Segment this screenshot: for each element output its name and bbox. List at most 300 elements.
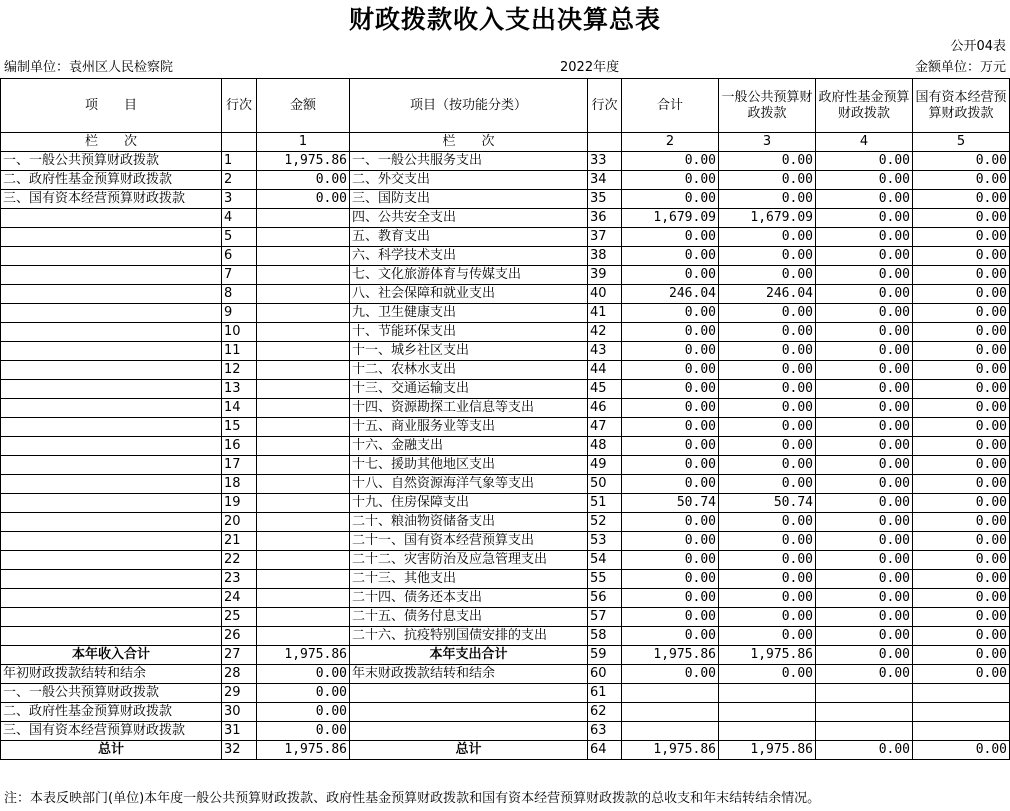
row-fund: 0.00 bbox=[816, 608, 913, 627]
row-amount: 0.00 bbox=[257, 722, 350, 741]
row-exp-line: 62 bbox=[588, 703, 622, 722]
row-fund: 0.00 bbox=[816, 475, 913, 494]
row-line: 23 bbox=[222, 570, 257, 589]
table-row bbox=[1, 437, 1010, 456]
row-general: 0.00 bbox=[719, 380, 816, 399]
row-item bbox=[1, 456, 222, 475]
row-exp-item: 总计 bbox=[350, 741, 588, 760]
row-line: 13 bbox=[222, 380, 257, 399]
row-item bbox=[1, 608, 222, 627]
row-fund: 0.00 bbox=[816, 532, 913, 551]
row-state: 0.00 bbox=[913, 456, 1010, 475]
row-general: 0.00 bbox=[719, 342, 816, 361]
row-state: 0.00 bbox=[913, 475, 1010, 494]
row-item bbox=[1, 418, 222, 437]
header-exp-item: 项目（按功能分类） bbox=[350, 79, 588, 133]
row-general: 0.00 bbox=[719, 418, 816, 437]
row-item bbox=[1, 304, 222, 323]
row-general: 0.00 bbox=[719, 532, 816, 551]
row-fund: 0.00 bbox=[816, 494, 913, 513]
row-item: 总计 bbox=[1, 741, 222, 760]
row-exp-line: 53 bbox=[588, 532, 622, 551]
row-exp-line: 63 bbox=[588, 722, 622, 741]
colnum-lan: 栏 次 bbox=[1, 133, 222, 152]
row-fund: 0.00 bbox=[816, 513, 913, 532]
row-exp-line: 49 bbox=[588, 456, 622, 475]
row-item bbox=[1, 247, 222, 266]
row-exp-item: 一、一般公共服务支出 bbox=[350, 152, 588, 171]
row-item bbox=[1, 399, 222, 418]
row-item: 本年收入合计 bbox=[1, 646, 222, 665]
row-exp-item: 九、卫生健康支出 bbox=[350, 304, 588, 323]
table-row bbox=[1, 266, 1010, 285]
row-amount bbox=[257, 247, 350, 266]
row-general: 0.00 bbox=[719, 608, 816, 627]
row-general: 0.00 bbox=[719, 456, 816, 475]
colnum-3: 3 bbox=[719, 133, 816, 152]
row-amount bbox=[257, 475, 350, 494]
row-fund: 0.00 bbox=[816, 437, 913, 456]
row-general: 0.00 bbox=[719, 323, 816, 342]
row-state: 0.00 bbox=[913, 646, 1010, 665]
row-item bbox=[1, 570, 222, 589]
row-fund: 0.00 bbox=[816, 152, 913, 171]
row-line: 16 bbox=[222, 437, 257, 456]
row-total bbox=[622, 684, 719, 703]
row-fund bbox=[816, 684, 913, 703]
header-total: 合计 bbox=[622, 79, 719, 133]
row-general: 0.00 bbox=[719, 551, 816, 570]
header-fund: 政府性基金预算财政拨款 bbox=[816, 79, 913, 133]
table-row bbox=[1, 399, 1010, 418]
row-line: 14 bbox=[222, 399, 257, 418]
row-amount bbox=[257, 361, 350, 380]
row-amount bbox=[257, 266, 350, 285]
row-amount bbox=[257, 513, 350, 532]
row-general: 0.00 bbox=[719, 570, 816, 589]
row-total: 0.00 bbox=[622, 570, 719, 589]
row-total: 0.00 bbox=[622, 456, 719, 475]
row-item bbox=[1, 627, 222, 646]
row-exp-line: 54 bbox=[588, 551, 622, 570]
row-item: 二、政府性基金预算财政拨款 bbox=[1, 171, 222, 190]
row-item: 一、一般公共预算财政拨款 bbox=[1, 152, 222, 171]
row-state: 0.00 bbox=[913, 741, 1010, 760]
row-exp-line: 64 bbox=[588, 741, 622, 760]
row-exp-item: 二十五、债务付息支出 bbox=[350, 608, 588, 627]
row-total: 0.00 bbox=[622, 513, 719, 532]
row-fund: 0.00 bbox=[816, 361, 913, 380]
row-general: 1,975.86 bbox=[719, 741, 816, 760]
row-item bbox=[1, 209, 222, 228]
row-item: 三、国有资本经营预算财政拨款 bbox=[1, 722, 222, 741]
table-row bbox=[1, 589, 1010, 608]
table-row bbox=[1, 361, 1010, 380]
row-fund bbox=[816, 722, 913, 741]
table-row bbox=[1, 722, 1010, 741]
row-amount: 1,975.86 bbox=[257, 646, 350, 665]
row-amount bbox=[257, 304, 350, 323]
row-exp-line: 59 bbox=[588, 646, 622, 665]
row-state: 0.00 bbox=[913, 285, 1010, 304]
row-item bbox=[1, 551, 222, 570]
budget-table bbox=[0, 78, 1010, 760]
row-total: 0.00 bbox=[622, 323, 719, 342]
row-line: 20 bbox=[222, 513, 257, 532]
row-fund: 0.00 bbox=[816, 304, 913, 323]
row-exp-item bbox=[350, 703, 588, 722]
row-total: 0.00 bbox=[622, 532, 719, 551]
table-row bbox=[1, 418, 1010, 437]
header-item: 项 目 bbox=[1, 79, 222, 133]
row-amount: 1,975.86 bbox=[257, 741, 350, 760]
table-row bbox=[1, 323, 1010, 342]
row-general: 0.00 bbox=[719, 361, 816, 380]
table-row bbox=[1, 285, 1010, 304]
row-total: 0.00 bbox=[622, 342, 719, 361]
row-general: 0.00 bbox=[719, 171, 816, 190]
report-title: 财政拨款收入支出决算总表 bbox=[348, 5, 661, 34]
row-item bbox=[1, 513, 222, 532]
table-row bbox=[1, 570, 1010, 589]
table-row bbox=[1, 741, 1010, 760]
table-row bbox=[1, 646, 1010, 665]
row-amount bbox=[257, 323, 350, 342]
row-item bbox=[1, 285, 222, 304]
row-exp-item: 年末财政拨款结转和结余 bbox=[350, 665, 588, 684]
row-exp-item: 二、外交支出 bbox=[350, 171, 588, 190]
row-state bbox=[913, 722, 1010, 741]
row-item: 一、一般公共预算财政拨款 bbox=[1, 684, 222, 703]
row-amount bbox=[257, 589, 350, 608]
row-line: 1 bbox=[222, 152, 257, 171]
row-state: 0.00 bbox=[913, 209, 1010, 228]
row-exp-line: 42 bbox=[588, 323, 622, 342]
row-line: 17 bbox=[222, 456, 257, 475]
column-number-row bbox=[1, 133, 1010, 152]
row-exp-item: 十五、商业服务业等支出 bbox=[350, 418, 588, 437]
row-state: 0.00 bbox=[913, 665, 1010, 684]
row-general: 0.00 bbox=[719, 152, 816, 171]
row-fund: 0.00 bbox=[816, 247, 913, 266]
row-line: 19 bbox=[222, 494, 257, 513]
row-general bbox=[719, 684, 816, 703]
table-row bbox=[1, 551, 1010, 570]
row-amount: 0.00 bbox=[257, 190, 350, 209]
row-exp-item bbox=[350, 684, 588, 703]
row-exp-line: 50 bbox=[588, 475, 622, 494]
row-exp-line: 43 bbox=[588, 342, 622, 361]
row-line: 22 bbox=[222, 551, 257, 570]
row-exp-item: 五、教育支出 bbox=[350, 228, 588, 247]
row-amount: 0.00 bbox=[257, 684, 350, 703]
row-exp-line: 35 bbox=[588, 190, 622, 209]
row-line: 28 bbox=[222, 665, 257, 684]
table-row bbox=[1, 190, 1010, 209]
colnum-blank2 bbox=[588, 133, 622, 152]
row-amount bbox=[257, 285, 350, 304]
row-exp-item: 十、节能环保支出 bbox=[350, 323, 588, 342]
row-state: 0.00 bbox=[913, 608, 1010, 627]
row-amount bbox=[257, 494, 350, 513]
row-exp-line: 33 bbox=[588, 152, 622, 171]
row-exp-line: 34 bbox=[588, 171, 622, 190]
row-item bbox=[1, 361, 222, 380]
row-fund: 0.00 bbox=[816, 741, 913, 760]
header-amount: 金额 bbox=[257, 79, 350, 133]
row-general: 0.00 bbox=[719, 665, 816, 684]
row-state: 0.00 bbox=[913, 532, 1010, 551]
row-general: 0.00 bbox=[719, 627, 816, 646]
row-line: 27 bbox=[222, 646, 257, 665]
table-row bbox=[1, 209, 1010, 228]
row-exp-line: 41 bbox=[588, 304, 622, 323]
table-row bbox=[1, 532, 1010, 551]
row-amount: 0.00 bbox=[257, 665, 350, 684]
row-exp-item: 二十、粮油物资储备支出 bbox=[350, 513, 588, 532]
row-exp-item: 二十三、其他支出 bbox=[350, 570, 588, 589]
row-amount bbox=[257, 551, 350, 570]
row-item bbox=[1, 342, 222, 361]
row-line: 5 bbox=[222, 228, 257, 247]
row-exp-item: 十一、城乡社区支出 bbox=[350, 342, 588, 361]
row-item bbox=[1, 494, 222, 513]
row-fund: 0.00 bbox=[816, 589, 913, 608]
row-line: 2 bbox=[222, 171, 257, 190]
row-state: 0.00 bbox=[913, 494, 1010, 513]
row-state: 0.00 bbox=[913, 228, 1010, 247]
row-total: 0.00 bbox=[622, 171, 719, 190]
row-general: 0.00 bbox=[719, 304, 816, 323]
row-exp-item: 四、公共安全支出 bbox=[350, 209, 588, 228]
row-general bbox=[719, 722, 816, 741]
table-row bbox=[1, 152, 1010, 171]
colnum-4: 4 bbox=[816, 133, 913, 152]
row-item bbox=[1, 323, 222, 342]
row-amount bbox=[257, 608, 350, 627]
table-row bbox=[1, 684, 1010, 703]
table-row bbox=[1, 304, 1010, 323]
row-state: 0.00 bbox=[913, 513, 1010, 532]
row-fund: 0.00 bbox=[816, 551, 913, 570]
row-fund: 0.00 bbox=[816, 228, 913, 247]
row-exp-item: 八、社会保障和就业支出 bbox=[350, 285, 588, 304]
row-exp-item: 本年支出合计 bbox=[350, 646, 588, 665]
row-fund: 0.00 bbox=[816, 285, 913, 304]
row-exp-item: 二十六、抗疫特别国债安排的支出 bbox=[350, 627, 588, 646]
row-general: 50.74 bbox=[719, 494, 816, 513]
row-amount: 0.00 bbox=[257, 703, 350, 722]
row-total: 0.00 bbox=[622, 608, 719, 627]
row-amount bbox=[257, 456, 350, 475]
money-unit: 金额单位：万元 bbox=[914, 60, 1006, 75]
row-line: 4 bbox=[222, 209, 257, 228]
report-code: 公开04表 bbox=[950, 39, 1006, 54]
row-exp-line: 48 bbox=[588, 437, 622, 456]
row-line: 26 bbox=[222, 627, 257, 646]
row-state: 0.00 bbox=[913, 627, 1010, 646]
row-total: 0.00 bbox=[622, 399, 719, 418]
row-exp-line: 57 bbox=[588, 608, 622, 627]
row-item bbox=[1, 228, 222, 247]
row-general: 0.00 bbox=[719, 513, 816, 532]
header-line: 行次 bbox=[222, 79, 257, 133]
row-total: 0.00 bbox=[622, 589, 719, 608]
row-exp-line: 58 bbox=[588, 627, 622, 646]
row-general: 0.00 bbox=[719, 589, 816, 608]
row-state: 0.00 bbox=[913, 190, 1010, 209]
row-item bbox=[1, 532, 222, 551]
row-exp-line: 46 bbox=[588, 399, 622, 418]
row-total: 0.00 bbox=[622, 228, 719, 247]
row-state: 0.00 bbox=[913, 171, 1010, 190]
row-total: 0.00 bbox=[622, 665, 719, 684]
footnote: 注：本表反映部门(单位)本年度一般公共预算财政拨款、政府性基金预算财政拨款和国有资本经营预算财政拨款的总收支和年末结转结余情况。 bbox=[4, 791, 821, 806]
row-total: 0.00 bbox=[622, 418, 719, 437]
row-exp-line: 36 bbox=[588, 209, 622, 228]
row-fund: 0.00 bbox=[816, 627, 913, 646]
row-amount bbox=[257, 418, 350, 437]
row-state: 0.00 bbox=[913, 304, 1010, 323]
row-exp-item: 十二、农林水支出 bbox=[350, 361, 588, 380]
row-exp-line: 37 bbox=[588, 228, 622, 247]
row-item: 二、政府性基金预算财政拨款 bbox=[1, 703, 222, 722]
row-exp-item: 十九、住房保障支出 bbox=[350, 494, 588, 513]
row-fund: 0.00 bbox=[816, 456, 913, 475]
compiling-unit: 编制单位：袁州区人民检察院 bbox=[4, 60, 174, 75]
table-row bbox=[1, 380, 1010, 399]
row-exp-item: 十七、援助其他地区支出 bbox=[350, 456, 588, 475]
row-exp-line: 55 bbox=[588, 570, 622, 589]
row-fund: 0.00 bbox=[816, 399, 913, 418]
row-exp-item: 十四、资源勘探工业信息等支出 bbox=[350, 399, 588, 418]
row-exp-item: 十八、自然资源海洋气象等支出 bbox=[350, 475, 588, 494]
row-line: 6 bbox=[222, 247, 257, 266]
colnum-blank bbox=[222, 133, 257, 152]
row-state: 0.00 bbox=[913, 570, 1010, 589]
row-exp-item: 十六、金融支出 bbox=[350, 437, 588, 456]
row-general: 0.00 bbox=[719, 266, 816, 285]
row-total: 0.00 bbox=[622, 266, 719, 285]
row-item: 三、国有资本经营预算财政拨款 bbox=[1, 190, 222, 209]
table-row bbox=[1, 228, 1010, 247]
row-amount: 1,975.86 bbox=[257, 152, 350, 171]
row-line: 18 bbox=[222, 475, 257, 494]
row-total: 0.00 bbox=[622, 627, 719, 646]
row-line: 31 bbox=[222, 722, 257, 741]
row-general: 0.00 bbox=[719, 190, 816, 209]
row-total: 0.00 bbox=[622, 551, 719, 570]
row-total: 246.04 bbox=[622, 285, 719, 304]
row-state: 0.00 bbox=[913, 418, 1010, 437]
row-exp-line: 40 bbox=[588, 285, 622, 304]
table-row bbox=[1, 342, 1010, 361]
row-amount: 0.00 bbox=[257, 171, 350, 190]
row-amount bbox=[257, 342, 350, 361]
colnum-2: 2 bbox=[622, 133, 719, 152]
row-state: 0.00 bbox=[913, 247, 1010, 266]
row-exp-line: 45 bbox=[588, 380, 622, 399]
row-fund: 0.00 bbox=[816, 342, 913, 361]
row-exp-item: 六、科学技术支出 bbox=[350, 247, 588, 266]
row-total: 0.00 bbox=[622, 190, 719, 209]
row-general: 0.00 bbox=[719, 475, 816, 494]
table-row bbox=[1, 475, 1010, 494]
row-general: 0.00 bbox=[719, 399, 816, 418]
row-exp-line: 39 bbox=[588, 266, 622, 285]
row-total: 0.00 bbox=[622, 361, 719, 380]
table-row bbox=[1, 171, 1010, 190]
row-fund: 0.00 bbox=[816, 646, 913, 665]
row-exp-line: 38 bbox=[588, 247, 622, 266]
table-row bbox=[1, 627, 1010, 646]
row-amount bbox=[257, 570, 350, 589]
row-line: 29 bbox=[222, 684, 257, 703]
row-exp-line: 61 bbox=[588, 684, 622, 703]
row-amount bbox=[257, 228, 350, 247]
row-line: 7 bbox=[222, 266, 257, 285]
row-state bbox=[913, 703, 1010, 722]
row-general: 1,975.86 bbox=[719, 646, 816, 665]
row-item bbox=[1, 475, 222, 494]
row-state: 0.00 bbox=[913, 152, 1010, 171]
row-total: 1,975.86 bbox=[622, 741, 719, 760]
row-amount bbox=[257, 627, 350, 646]
row-exp-item: 二十一、国有资本经营预算支出 bbox=[350, 532, 588, 551]
row-total bbox=[622, 722, 719, 741]
row-exp-line: 47 bbox=[588, 418, 622, 437]
table-row bbox=[1, 665, 1010, 684]
row-fund: 0.00 bbox=[816, 266, 913, 285]
row-exp-line: 56 bbox=[588, 589, 622, 608]
row-total: 0.00 bbox=[622, 304, 719, 323]
row-exp-item: 三、国防支出 bbox=[350, 190, 588, 209]
row-exp-line: 51 bbox=[588, 494, 622, 513]
row-exp-item: 七、文化旅游体育与传媒支出 bbox=[350, 266, 588, 285]
row-line: 10 bbox=[222, 323, 257, 342]
row-state: 0.00 bbox=[913, 589, 1010, 608]
row-line: 32 bbox=[222, 741, 257, 760]
row-state: 0.00 bbox=[913, 437, 1010, 456]
header-exp-line: 行次 bbox=[588, 79, 622, 133]
table-row bbox=[1, 494, 1010, 513]
row-state: 0.00 bbox=[913, 342, 1010, 361]
row-exp-item: 二十四、债务还本支出 bbox=[350, 589, 588, 608]
table-row bbox=[1, 608, 1010, 627]
row-fund bbox=[816, 703, 913, 722]
row-state bbox=[913, 684, 1010, 703]
row-line: 30 bbox=[222, 703, 257, 722]
row-amount bbox=[257, 399, 350, 418]
table-row bbox=[1, 703, 1010, 722]
row-amount bbox=[257, 209, 350, 228]
table-row bbox=[1, 456, 1010, 475]
row-total: 0.00 bbox=[622, 152, 719, 171]
row-fund: 0.00 bbox=[816, 570, 913, 589]
row-state: 0.00 bbox=[913, 551, 1010, 570]
row-line: 25 bbox=[222, 608, 257, 627]
row-state: 0.00 bbox=[913, 380, 1010, 399]
row-item bbox=[1, 437, 222, 456]
row-exp-line: 52 bbox=[588, 513, 622, 532]
fiscal-year: 2022年度 bbox=[560, 60, 620, 75]
row-general: 1,679.09 bbox=[719, 209, 816, 228]
row-line: 24 bbox=[222, 589, 257, 608]
row-item bbox=[1, 380, 222, 399]
row-exp-item bbox=[350, 722, 588, 741]
table-row bbox=[1, 513, 1010, 532]
row-total: 0.00 bbox=[622, 247, 719, 266]
